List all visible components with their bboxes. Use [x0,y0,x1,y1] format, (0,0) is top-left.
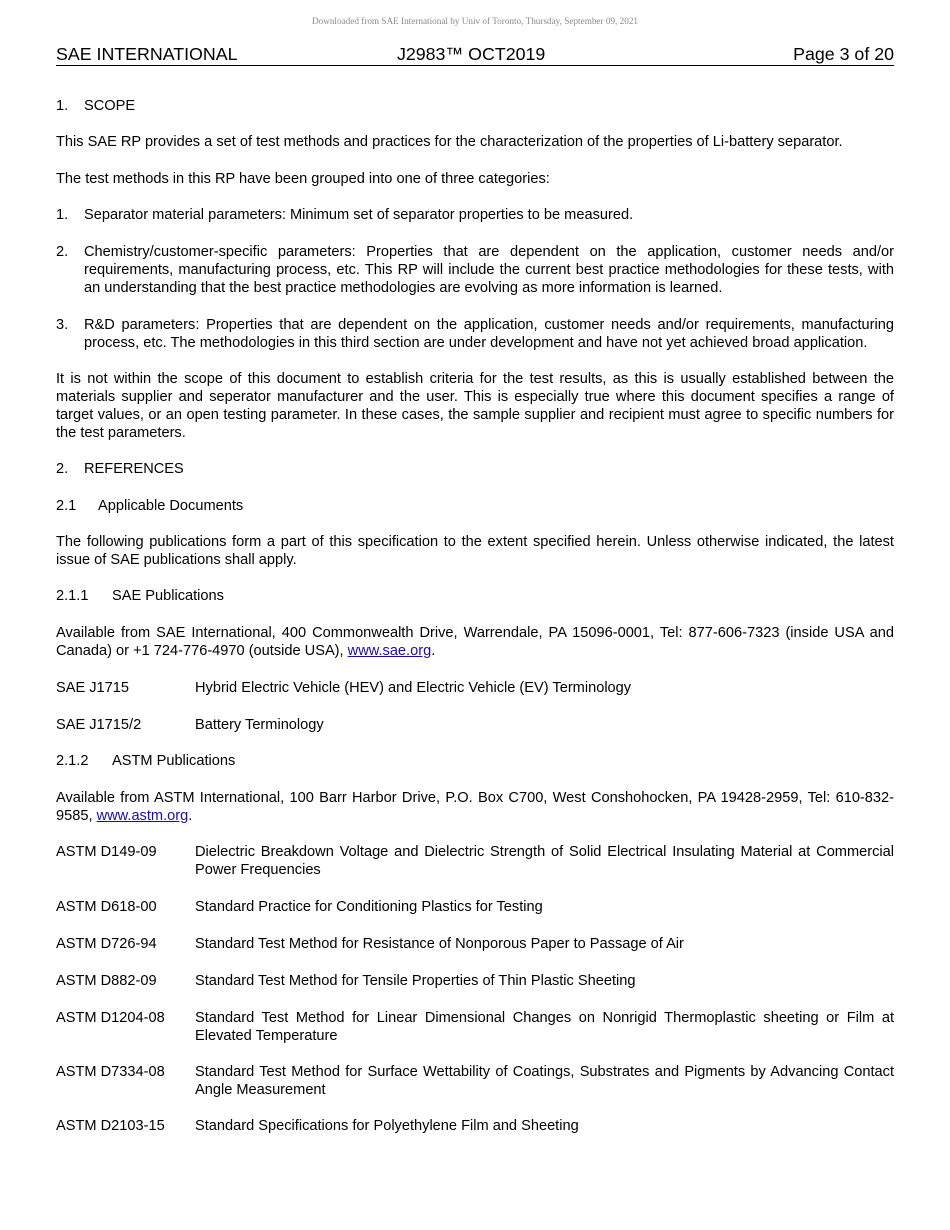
subsection-heading-applicable [56,497,894,515]
reference-title: Standard Specifications for Polyethylene Film and Sheeting [195,1118,579,1134]
reference-title: Hybrid Electric Vehicle (HEV) and Electric Vehicle (EV) Terminology [195,680,632,696]
subsection-title: Applicable Documents [98,498,244,514]
subsection-title: SAE Publications [112,588,224,604]
download-watermark: Downloaded from SAE International by Univ of Toronto, Thursday, September 09, 2021 [311,16,639,26]
list-item-text: Chemistry/customer-specific parameters: Properties that are dependent on the application, customer needs and/or requirements, manufacturing process, etc. This RP will include the current best practice methodologies for these tests, with an understanding that the best practice methodologies are evolving as more information is learned. [84,244,894,296]
astm-website-link[interactable]: www.astm.org [96,808,189,824]
section-number: 2. [56,461,69,477]
reference-title: Standard Test Method for Resistance of Nonporous Paper to Passage of Air [195,936,684,952]
reference-row [56,716,894,734]
subsection-heading-sae [56,587,894,605]
astm-availability-end: . [188,808,193,824]
reference-row [56,843,894,879]
list-item-text: R&D parameters: Properties that are dependent on the application, customer needs and/or requirements, manufacturing process, etc. The methodologies in this third section are under development and have not yet achieved broad application. [84,317,894,351]
sae-availability-text: Available from SAE International, 400 Commonwealth Drive, Warrendale, PA 15096-0001, Tel: 877-606-7323 (inside USA and Canada) or +1 724-776-4970 (outside USA), [56,625,894,659]
header-doc-id: J2983™ OCT2019 [397,44,546,64]
list-item-text: Separator material parameters: Minimum set of separator properties to be measured. [84,207,634,223]
section-heading-scope [56,97,894,115]
section-heading-references [56,460,894,478]
reference-row [56,1009,894,1045]
reference-title: Standard Test Method for Linear Dimensional Changes on Nonrigid Thermoplastic sheeting or Film at Elevated Temperature [195,1010,894,1044]
list-item [56,243,894,297]
reference-row [56,679,894,697]
reference-title: Standard Test Method for Surface Wettability of Coatings, Substrates and Pigments by Advancing Contact Angle Measurement [195,1064,894,1098]
reference-row [56,972,894,990]
subsection-number: 2.1.1 [56,588,89,604]
reference-code: ASTM D2103-15 [56,1118,165,1134]
section-title: SCOPE [84,98,136,114]
reference-code: ASTM D1204-08 [56,1010,165,1026]
astm-availability [56,789,894,825]
subsection-number: 2.1 [56,498,77,514]
reference-row [56,898,894,916]
section-title: REFERENCES [84,461,184,477]
sae-availability [56,624,894,660]
list-item [56,316,894,352]
reference-code: ASTM D882-09 [56,973,157,989]
subsection-number: 2.1.2 [56,753,89,769]
list-item [56,206,894,224]
reference-row [56,1063,894,1099]
reference-row [56,935,894,953]
applicable-text: The following publications form a part of this specification to the extent specified herein. Unless otherwise indicated, the latest issue of SAE publications shall apply. [56,534,894,568]
header-org: SAE INTERNATIONAL [56,44,238,64]
reference-code: ASTM D618-00 [56,899,157,915]
list-item-number: 2. [56,244,69,260]
reference-title: Dielectric Breakdown Voltage and Dielectric Strength of Solid Electrical Insulating Material at Commercial Power Frequencies [195,844,894,878]
reference-title: Standard Practice for Conditioning Plastics for Testing [195,899,543,915]
sae-availability-end: . [431,643,436,659]
header-page-number: Page 3 of 20 [793,44,894,64]
reference-code: ASTM D7334-08 [56,1064,165,1080]
reference-title: Battery Terminology [195,717,324,733]
sae-website-link[interactable]: www.sae.org [347,643,432,659]
scope-closing: It is not within the scope of this document to establish criteria for the test results, as this is usually established between the materials supplier and seperator manufacturer and the user. This is especially true where this document specifies a range of target values, or an open testing parameter. In these cases, the sample supplier and recipient must agree to specific numbers for the test parameters. [56,371,894,441]
reference-code: SAE J1715/2 [56,717,142,733]
scope-grouped: The test methods in this RP have been grouped into one of three categories: [56,171,550,187]
list-item-number: 1. [56,207,69,223]
subsection-title: ASTM Publications [112,753,236,769]
reference-code: SAE J1715 [56,680,130,696]
subsection-heading-astm [56,752,894,770]
reference-code: ASTM D149-09 [56,844,157,860]
document-body [56,97,894,1135]
reference-row [56,1117,894,1135]
list-item-number: 3. [56,317,69,333]
page-header [56,44,894,66]
reference-code: ASTM D726-94 [56,936,157,952]
scope-intro: This SAE RP provides a set of test methods and practices for the characterization of the properties of Li-battery separator. [56,134,843,150]
section-number: 1. [56,98,69,114]
reference-title: Standard Test Method for Tensile Properties of Thin Plastic Sheeting [195,973,636,989]
astm-availability-text: Available from ASTM International, 100 Barr Harbor Drive, P.O. Box C700, West Conshohocken, PA 19428-2959, Tel: 610-832-9585, [56,790,894,824]
